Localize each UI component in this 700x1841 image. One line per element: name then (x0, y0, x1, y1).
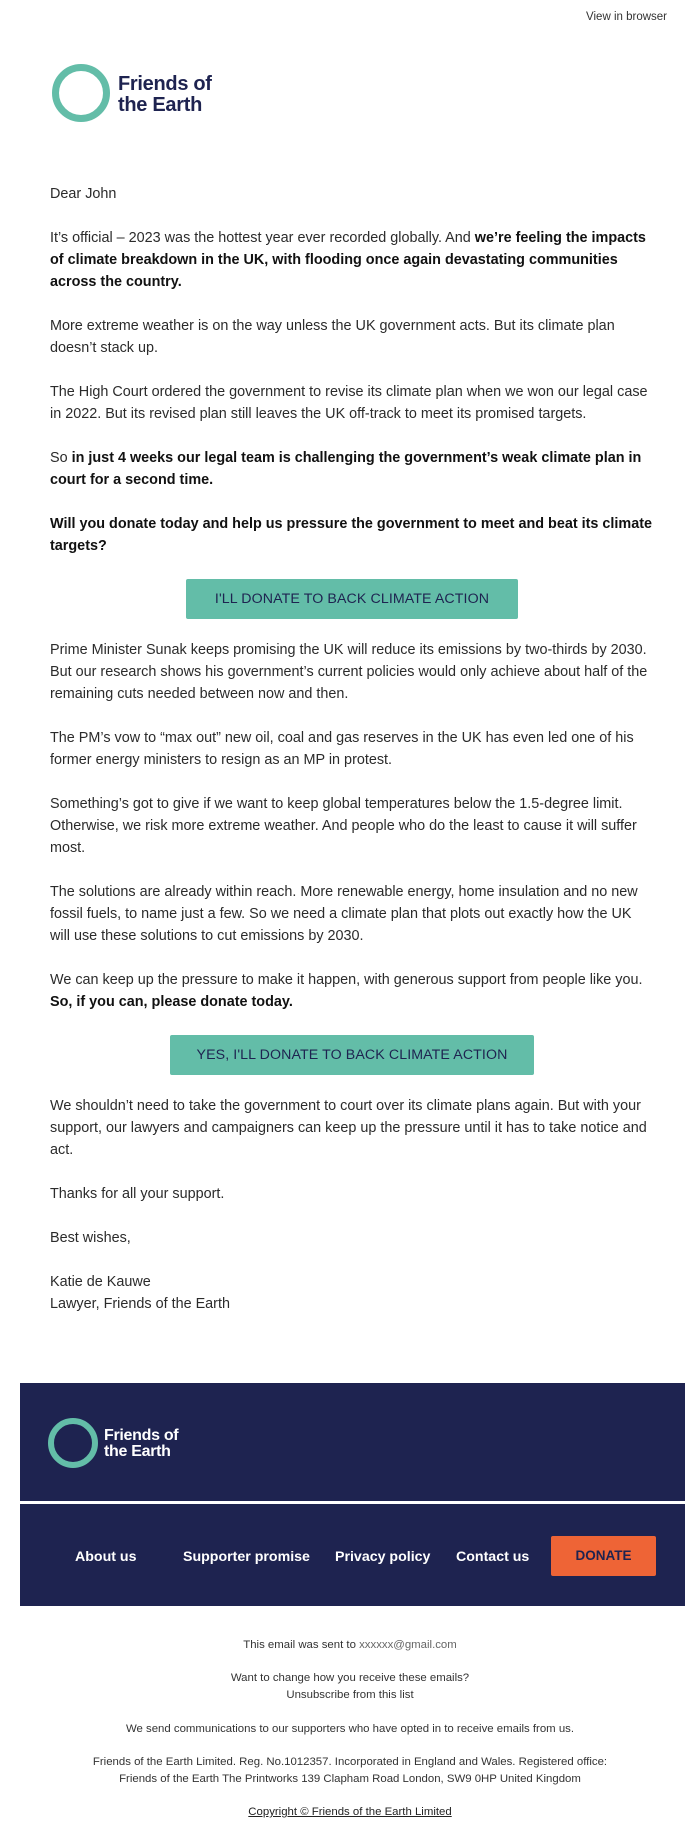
cta-wrap-1 (50, 579, 654, 619)
paragraph-7: The PM’s vow to “max out” new oil, coal and gas reserves in the UK has even led one of his former energy ministers to resign as an MP in protest. (50, 730, 634, 768)
footer-logo-line-1: Friends of (104, 1426, 179, 1444)
top-bar (0, 0, 700, 42)
unsubscribe-link[interactable]: Unsubscribe from this list (286, 1689, 414, 1701)
paragraph-11: We shouldn’t need to take the government to court over its climate plans again. But with your support, our lawyers and campaigners can keep up the pressure until it has to take notice and act. (50, 1098, 647, 1158)
signature-name: Katie de Kauwe (50, 1274, 151, 1290)
donate-cta-button-2[interactable]: YES, I'LL DONATE TO BACK CLIMATE ACTION (170, 1035, 534, 1075)
footer-logo-ring-icon (48, 1418, 98, 1468)
footer-logo[interactable] (48, 1418, 178, 1468)
logo-line-2: the Earth (118, 93, 202, 116)
change-preferences-text: Want to change how you receive these emails? (230, 1672, 470, 1684)
paragraph-2: More extreme weather is on the way unless the UK government acts. But its climate plan doesn’t stack up. (50, 318, 615, 356)
signature (50, 1271, 654, 1315)
paragraph-9: The solutions are already within reach. More renewable energy, home insulation and no new fossil fuels, to name just a few. So we need a climate plan that plots out exactly how the UK will use these solutions to cut emissions by 2030. (50, 884, 638, 944)
copyright-link[interactable]: Copyright © Friends of the Earth Limited (248, 1806, 452, 1818)
footer-logo-line-2: the Earth (104, 1443, 171, 1460)
logo-wordmark (118, 74, 212, 115)
logo-line-1: Friends of (118, 73, 212, 96)
logo-ring-icon (52, 64, 110, 122)
paragraph-6: Prime Minister Sunak keeps promising the UK will reduce its emissions by two-thirds by 2030. But our research shows his government’s current policies would only achieve about half of the remaining cuts needed between now and then. (50, 642, 648, 702)
email-body (50, 183, 654, 1315)
recipient-email-link[interactable]: xxxxxx@gmail.com (359, 1639, 457, 1651)
paragraph-12: Thanks for all your support. (50, 1186, 225, 1202)
footer-link-supporter-promise[interactable]: Supporter promise (183, 1549, 310, 1565)
view-in-browser-link[interactable]: View in browser (586, 11, 667, 23)
copyright-line (0, 1804, 700, 1821)
footer-nav (20, 1504, 685, 1606)
legal-line-2: Friends of the Earth The Printworks 139 Clapham Road London, SW9 0HP United Kingdom (119, 1773, 581, 1785)
paragraph-8: Something’s got to give if we want to keep global temperatures below the 1.5-degree limit. Otherwise, we risk more extreme weather. And people who do the least to cause it will suffer most. (50, 796, 637, 856)
cta-wrap-2 (50, 1035, 654, 1075)
greeting: Dear John (50, 186, 117, 202)
paragraph-5: Will you donate today and help us pressure the government to meet and beat its climate targets? (50, 516, 652, 554)
footer-link-contact-us[interactable]: Contact us (456, 1549, 530, 1565)
header-logo[interactable] (52, 64, 212, 122)
optin-note: We send communications to our supporters who have opted in to receive emails from us. (125, 1723, 575, 1735)
footer-logo-wordmark (104, 1428, 178, 1461)
paragraph-10: We can keep up the pressure to make it happen, with generous support from people like you. So, if you can, please donate today. (50, 972, 643, 1010)
sign-off: Best wishes, (50, 1230, 131, 1246)
footer-donate-button[interactable]: DONATE (551, 1536, 656, 1576)
paragraph-1: It’s official – 2023 was the hottest year ever recorded globally. And we’re feeling the impacts of climate breakdown in the UK, with flooding once again devastating communities across the country. (50, 230, 646, 290)
change-preferences-block (0, 1670, 700, 1704)
paragraph-3: The High Court ordered the government to revise its climate plan when we won our legal case in 2022. But its revised plan still leaves the UK off-track to meet its promised targets. (50, 384, 648, 422)
donate-cta-button-1[interactable]: I'LL DONATE TO BACK CLIMATE ACTION (186, 579, 518, 619)
sent-to-line: This email was sent to xxxxxx@gmail.com (243, 1639, 457, 1651)
footer-logo-band (20, 1383, 685, 1501)
legal-info (0, 1754, 700, 1788)
signature-title: Lawyer, Friends of the Earth (50, 1296, 230, 1312)
paragraph-4: So in just 4 weeks our legal team is challenging the government’s weak climate plan in court for a second time. (50, 450, 642, 488)
footer-link-about-us[interactable]: About us (75, 1549, 137, 1565)
legal-line-1: Friends of the Earth Limited. Reg. No.1012357. Incorporated in England and Wales. Registered office: (92, 1756, 608, 1768)
footer-link-privacy-policy[interactable]: Privacy policy (335, 1549, 431, 1565)
